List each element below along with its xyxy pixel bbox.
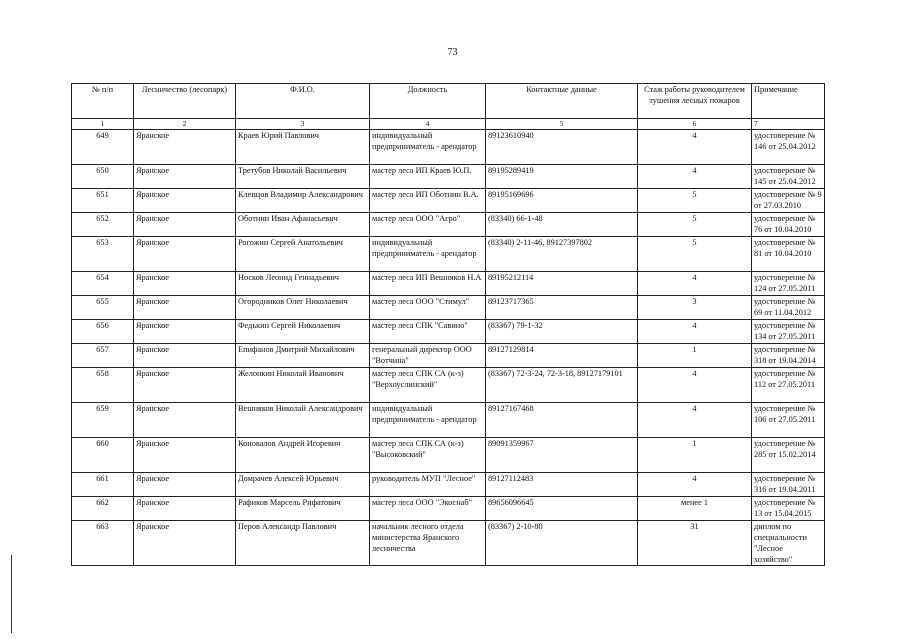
contacts-cell: (83340) 66-1-48: [486, 213, 638, 237]
column-number: 4: [370, 119, 486, 130]
forestry-cell: Яранское: [134, 521, 236, 566]
note-cell: удостоверение № 145 от 25.04.2012: [752, 165, 825, 189]
row-number: 663: [72, 521, 134, 566]
header-forestry: Лесничество (лесопарк): [134, 84, 236, 119]
forestry-cell: Яранское: [134, 272, 236, 296]
header-row: [72, 84, 825, 119]
note-cell: удостоверение № 69 от 11.04.2012: [752, 296, 825, 320]
table-row: [72, 165, 825, 189]
fio-cell: Желонкин Николай Иванович: [236, 368, 370, 403]
contacts-cell: (83367) 72-3-24, 72-3-18, 89127179101: [486, 368, 638, 403]
contacts-cell: 89127167468: [486, 403, 638, 438]
table-row: [72, 438, 825, 473]
forestry-cell: Яранское: [134, 438, 236, 473]
note-cell: диплом по специальности "Лесное хозяйство": [752, 521, 825, 566]
note-cell: удостоверение № 124 от 27.05.2011: [752, 272, 825, 296]
note-cell: удостоверение № 112 от 27.05.2011: [752, 368, 825, 403]
contacts-cell: (83367) 79-1-32: [486, 320, 638, 344]
experience-cell: 31: [638, 521, 752, 566]
table-row: [72, 521, 825, 566]
header-contacts: Контактные данные: [486, 84, 638, 119]
table-row: [72, 213, 825, 237]
row-number: 653: [72, 237, 134, 272]
fio-cell: Рогожин Сергей Анатольевич: [236, 237, 370, 272]
fio-cell: Федькин Сергей Николаевич: [236, 320, 370, 344]
fio-cell: Коновалов Андрей Игоревич: [236, 438, 370, 473]
row-number: 650: [72, 165, 134, 189]
forestry-cell: Яранское: [134, 130, 236, 165]
contacts-cell: (83367) 2-10-80: [486, 521, 638, 566]
position-cell: мастер леса ООО "Агро": [370, 213, 486, 237]
contacts-cell: 89195169696: [486, 189, 638, 213]
table-row: [72, 368, 825, 403]
forestry-cell: Яранское: [134, 237, 236, 272]
note-cell: удостоверение № 316 от 19.04.2011: [752, 473, 825, 497]
table-row: [72, 130, 825, 165]
table-row: [72, 497, 825, 521]
column-numbers-row: [72, 119, 825, 130]
row-number: 658: [72, 368, 134, 403]
fio-cell: Оботнин Иван Афанасьевич: [236, 213, 370, 237]
position-cell: мастер леса ИП Вешняков Н.А: [370, 272, 486, 296]
position-cell: мастер леса СПК СА (к-з) "Высоковский": [370, 438, 486, 473]
row-number: 659: [72, 403, 134, 438]
experience-cell: 1: [638, 344, 752, 368]
forestry-cell: Яранское: [134, 403, 236, 438]
table-row: [72, 189, 825, 213]
position-cell: мастер леса СПК СА (к-з) "Верхоуслинский": [370, 368, 486, 403]
table-row: [72, 344, 825, 368]
forest-fire-leaders-table: [71, 83, 825, 566]
position-cell: начальник лесного отдела министерства Яранского лесничества: [370, 521, 486, 566]
row-number: 662: [72, 497, 134, 521]
experience-cell: 4: [638, 473, 752, 497]
experience-cell: 4: [638, 272, 752, 296]
experience-cell: 4: [638, 403, 752, 438]
forestry-cell: Яранское: [134, 213, 236, 237]
header-position: Должность: [370, 84, 486, 119]
fio-cell: Носков Леонид Геннадьевич: [236, 272, 370, 296]
forestry-cell: Яранское: [134, 165, 236, 189]
column-number: 5: [486, 119, 638, 130]
experience-cell: 4: [638, 165, 752, 189]
position-cell: мастер леса ООО "Стимул": [370, 296, 486, 320]
row-number: 649: [72, 130, 134, 165]
column-number: 1: [72, 119, 134, 130]
contacts-cell: (83340) 2-11-46, 89127397802: [486, 237, 638, 272]
contacts-cell: 89127129814: [486, 344, 638, 368]
experience-cell: 4: [638, 368, 752, 403]
note-cell: удостоверение № 106 от 27.05.2011: [752, 403, 825, 438]
experience-cell: 5: [638, 213, 752, 237]
fio-cell: Краев Юрий Павлович: [236, 130, 370, 165]
contacts-cell: 89127112483: [486, 473, 638, 497]
header-num: № п/п: [72, 84, 134, 119]
forestry-cell: Яранское: [134, 497, 236, 521]
note-cell: удостоверение № 318 от 19.04.2014: [752, 344, 825, 368]
position-cell: мастер леса СПК "Савино": [370, 320, 486, 344]
position-cell: мастер леса ООО "Экоснаб": [370, 497, 486, 521]
position-cell: генеральный директор ООО "Вотчина": [370, 344, 486, 368]
row-number: 652: [72, 213, 134, 237]
contacts-cell: 89091359967: [486, 438, 638, 473]
row-number: 651: [72, 189, 134, 213]
column-number: 6: [638, 119, 752, 130]
fio-cell: Перов Александр Павлович: [236, 521, 370, 566]
note-cell: удостоверение № 134 от 27.05.2011: [752, 320, 825, 344]
table-body: [72, 130, 825, 566]
contacts-cell: 89656096645: [486, 497, 638, 521]
fio-cell: Вешняков Николай Александрович: [236, 403, 370, 438]
table-row: [72, 320, 825, 344]
fio-cell: Епифанов Дмитрий Михайлович: [236, 344, 370, 368]
note-cell: удостоверение № 13 от 15.04.2015: [752, 497, 825, 521]
experience-cell: 4: [638, 130, 752, 165]
fio-cell: Клепцов Владимир Александрович: [236, 189, 370, 213]
experience-cell: менее 1: [638, 497, 752, 521]
table-row: [72, 237, 825, 272]
contacts-cell: 89123610940: [486, 130, 638, 165]
header-note: Примечание: [752, 84, 825, 119]
forestry-cell: Яранское: [134, 189, 236, 213]
column-number: 2: [134, 119, 236, 130]
contacts-cell: 89123717365: [486, 296, 638, 320]
row-number: 654: [72, 272, 134, 296]
position-cell: руководитель МУП "Лесное": [370, 473, 486, 497]
contacts-cell: 89195289419: [486, 165, 638, 189]
position-cell: индивидуальный предприниматель - арендатор: [370, 403, 486, 438]
table-row: [72, 473, 825, 497]
note-cell: удостоверение № 285 от 15.02.2014: [752, 438, 825, 473]
experience-cell: 5: [638, 189, 752, 213]
row-number: 655: [72, 296, 134, 320]
position-cell: индивидуальный предприниматель - арендатор: [370, 237, 486, 272]
table-row: [72, 296, 825, 320]
experience-cell: 5: [638, 237, 752, 272]
note-cell: удостоверение № 76 от 10.04.2010: [752, 213, 825, 237]
fio-cell: Домрачев Алексей Юрьевич: [236, 473, 370, 497]
note-cell: удостоверение № 81 от 10.04.2010: [752, 237, 825, 272]
forestry-cell: Яранское: [134, 296, 236, 320]
experience-cell: 4: [638, 320, 752, 344]
contacts-cell: 89195212114: [486, 272, 638, 296]
forestry-cell: Яранское: [134, 320, 236, 344]
column-number: 3: [236, 119, 370, 130]
row-number: 656: [72, 320, 134, 344]
note-cell: удостоверение № 146 от 25.04.2012: [752, 130, 825, 165]
column-number: 7: [752, 119, 825, 130]
fio-cell: Рафиков Марсель Рифатович: [236, 497, 370, 521]
position-cell: индивидуальный предприниматель - арендатор: [370, 130, 486, 165]
position-cell: мастер леса ИП Краев Ю.П.: [370, 165, 486, 189]
forestry-cell: Яранское: [134, 473, 236, 497]
fio-cell: Третубов Николай Васильевич: [236, 165, 370, 189]
note-cell: удостоверение № 9 от 27.03.2010: [752, 189, 825, 213]
table-row: [72, 272, 825, 296]
header-experience: Стаж работы руководителем тушения лесных пожаров: [638, 84, 752, 119]
table-row: [72, 403, 825, 438]
header-fio: Ф.И.О.: [236, 84, 370, 119]
margin-line: [11, 555, 12, 633]
forestry-cell: Яранское: [134, 368, 236, 403]
row-number: 661: [72, 473, 134, 497]
forestry-cell: Яранское: [134, 344, 236, 368]
row-number: 660: [72, 438, 134, 473]
experience-cell: 1: [638, 438, 752, 473]
fio-cell: Огородников Олег Николаевич: [236, 296, 370, 320]
position-cell: мастер леса ИП Оботнин В.А.: [370, 189, 486, 213]
experience-cell: 3: [638, 296, 752, 320]
row-number: 657: [72, 344, 134, 368]
page-number: 73: [447, 47, 458, 58]
